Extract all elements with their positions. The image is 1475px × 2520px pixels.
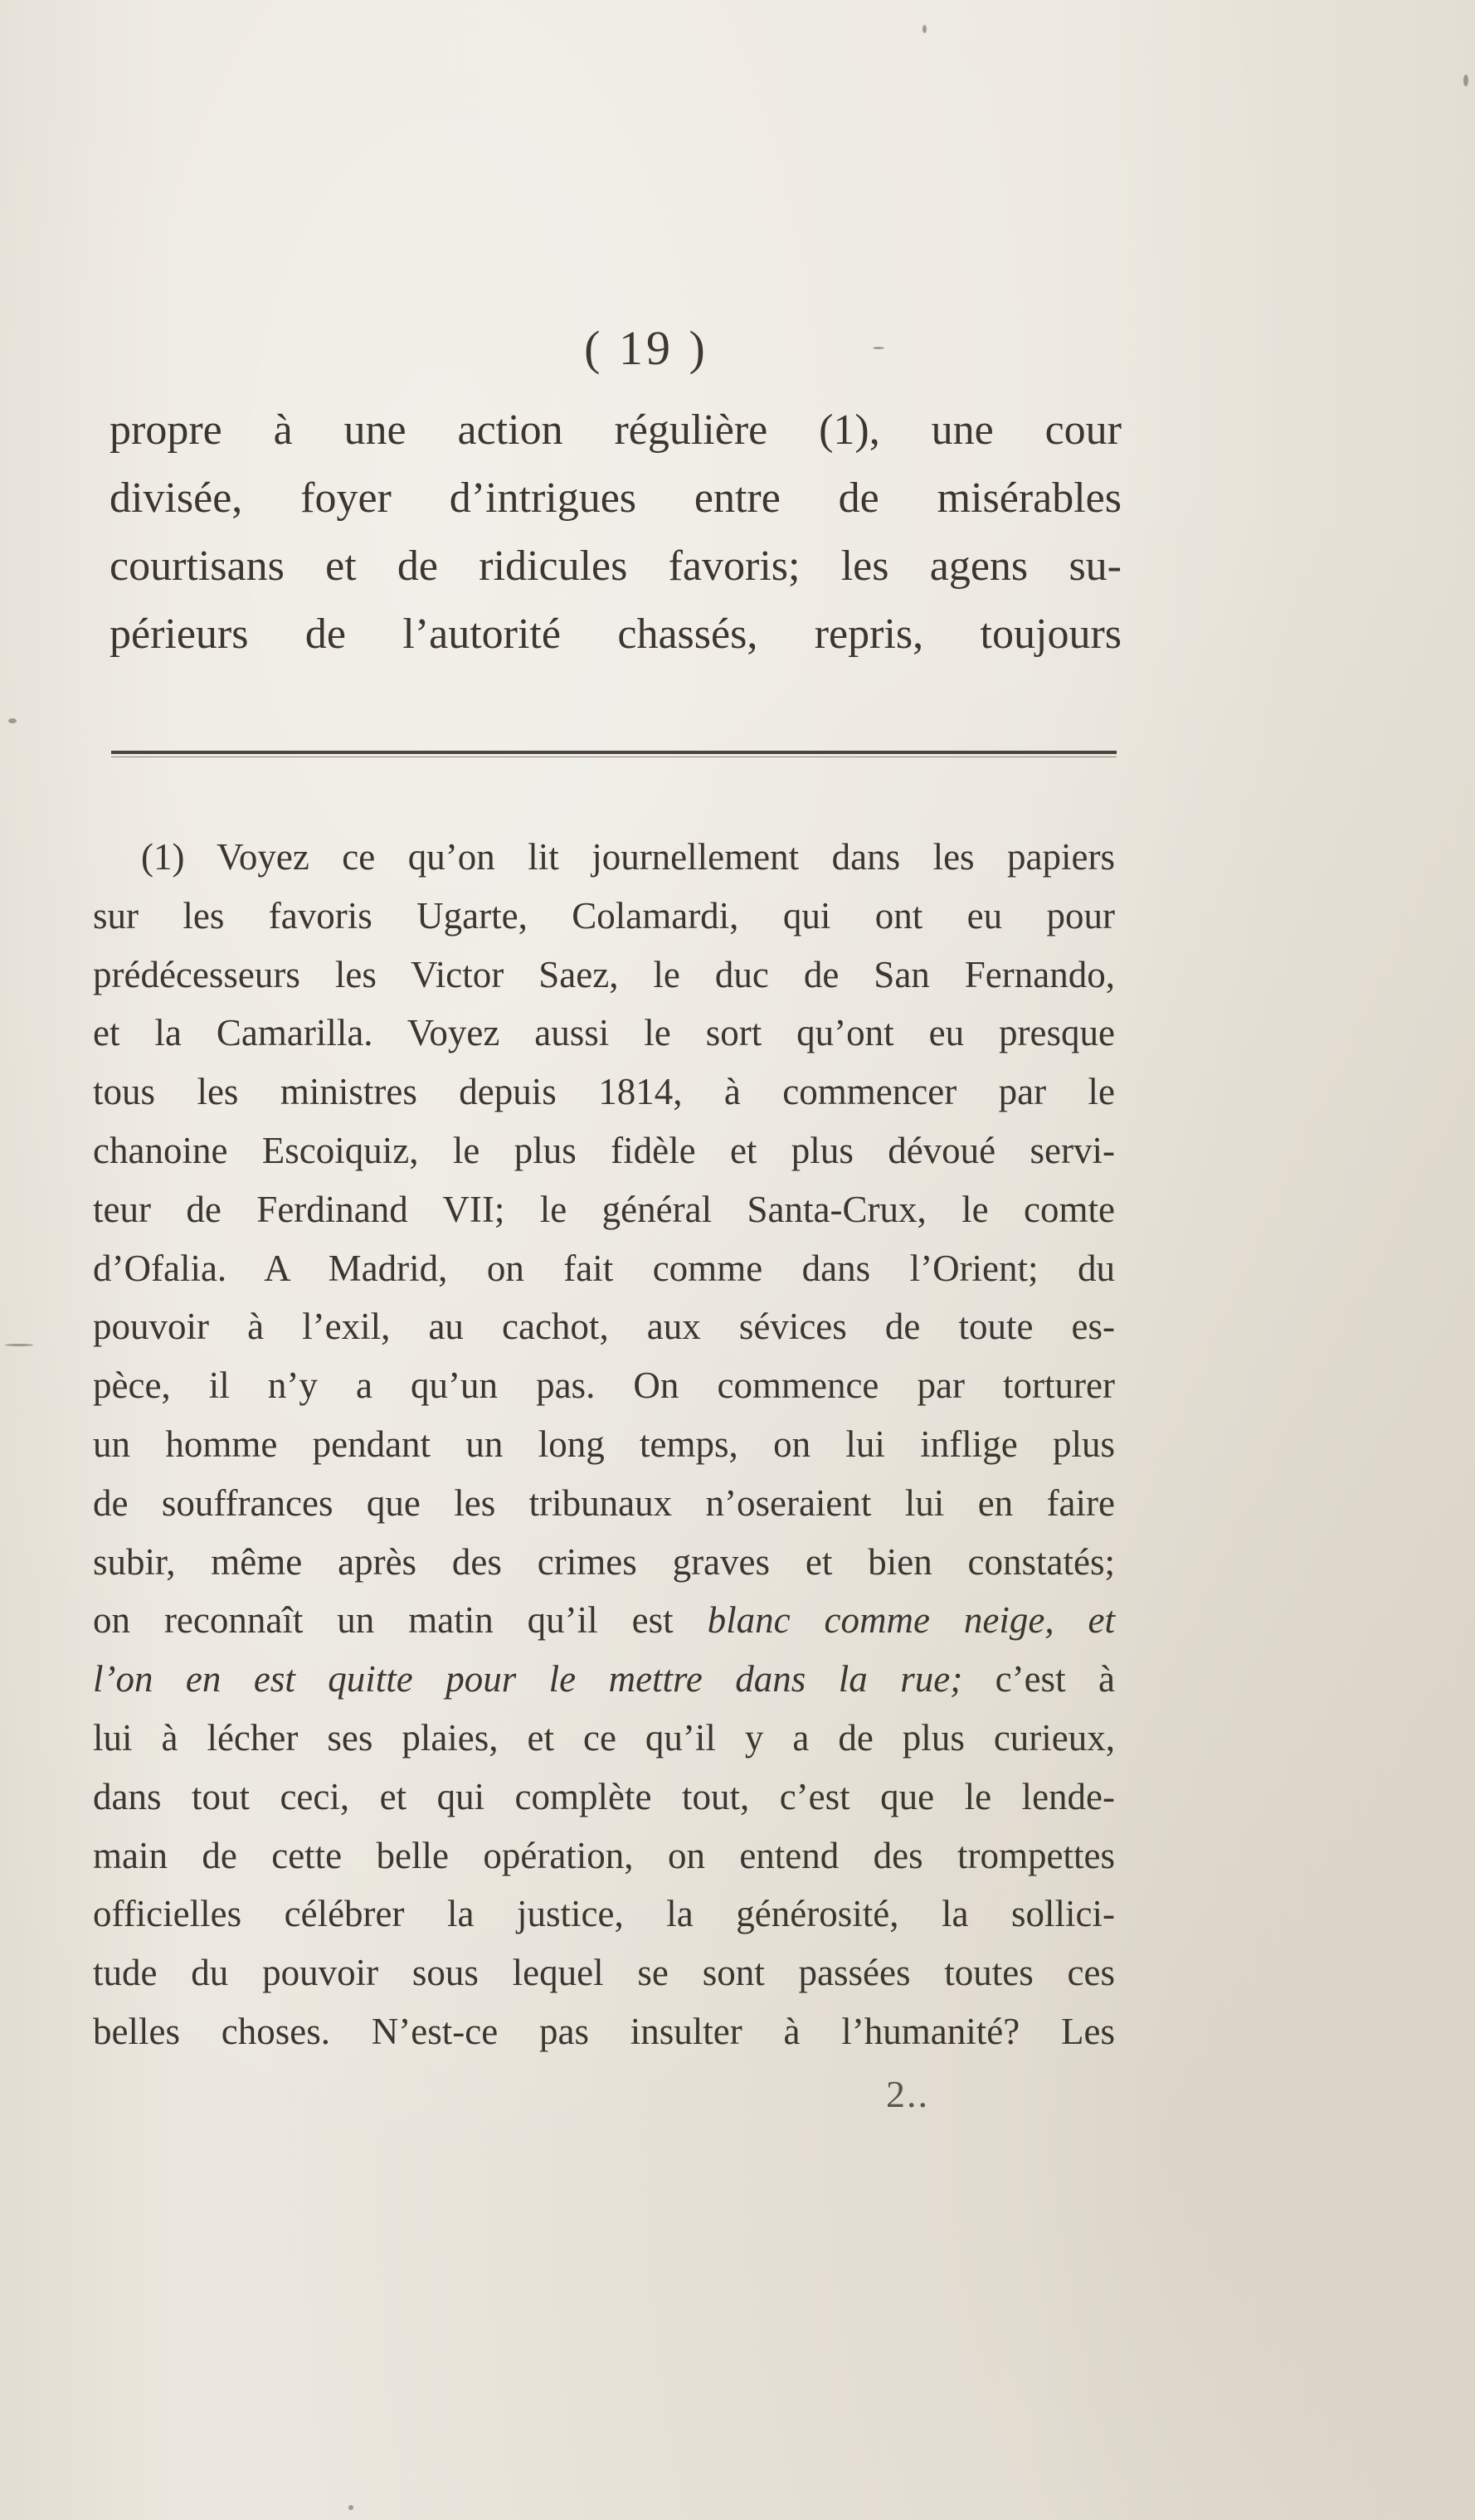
footnote-line: dans tout ceci, et qui complète tout, c’est que le lende- — [93, 1775, 1115, 1817]
footnote — [93, 828, 1115, 2061]
paper-speck — [5, 1344, 33, 1346]
paper-speck — [1463, 75, 1468, 86]
footnote-line: pèce, il n’y a qu’un pas. On commence par torturer — [93, 1365, 1115, 1407]
footnote-line: lui à lécher ses plaies, et ce qu’il y a de plus curieux, — [93, 1716, 1115, 1759]
footnote-line: main de cette belle opération, on entend des trompettes — [93, 1834, 1115, 1876]
footnote-line: prédécesseurs les Victor Saez, le duc de San Fernando, — [93, 953, 1115, 995]
footnote-line: tous les ministres depuis 1814, à commencer par le — [93, 1071, 1115, 1113]
footnote-rule-thin — [111, 756, 1117, 757]
footnote-line: d’Ofalia. A Madrid, on fait comme dans l’Orient; du — [93, 1247, 1115, 1289]
footnote-line: sur les favoris Ugarte, Colamardi, qui ont eu pour — [93, 894, 1115, 936]
paper-speck — [348, 2505, 353, 2510]
footnote-line: officielles célébrer la justice, la générosité, la sollici- — [93, 1893, 1115, 1935]
main-line: périeurs de l’autorité chassés, repris, toujours — [110, 611, 1122, 658]
page-number-text: ( 19 ) — [584, 321, 708, 375]
footnote-line: de souffrances que les tribunaux n’oseraient lui en faire — [93, 1481, 1115, 1524]
footnote-italic-text: l’on en est quitte pour le mettre dans la rue; — [93, 1658, 963, 1700]
footnote-line: un homme pendant un long temps, on lui inflige plus — [93, 1423, 1115, 1465]
main-line: courtisans et de ridicules favoris; les agens su- — [110, 542, 1122, 590]
footnote-text: on reconnaît un matin qu’il est — [93, 1599, 708, 1642]
main-line: propre à une action régulière (1), une cour — [110, 406, 1122, 454]
footnote-line: et la Camarilla. Voyez aussi le sort qu’ont eu presque — [93, 1012, 1115, 1054]
main-text — [110, 396, 1122, 669]
footnote-text: c’est à — [962, 1658, 1115, 1700]
footnote-line: chanoine Escoiquiz, le plus fidèle et plus dévoué servi- — [93, 1129, 1115, 1171]
paper-speck — [873, 347, 884, 349]
footnote-line: subir, même après des crimes graves et bien constatés; — [93, 1540, 1115, 1583]
main-line: divisée, foyer d’intrigues entre de misérables — [110, 474, 1122, 522]
footnote-line — [93, 1650, 1115, 1709]
paper-speck — [922, 25, 927, 33]
footnote-rule — [111, 751, 1117, 754]
footnote-line: teur de Ferdinand VII; le général Santa-Crux, le comte — [93, 1188, 1115, 1230]
page-number — [0, 320, 1475, 376]
footnote-line: pouvoir à l’exil, au cachot, aux sévices de toute es- — [93, 1306, 1115, 1348]
footnote-italic-text: blanc comme neige, et — [707, 1599, 1115, 1642]
footnote-line: tude du pouvoir sous lequel se sont passées toutes ces — [93, 1952, 1115, 1994]
footnote-line: belles choses. N’est-ce pas insulter à l’humanité? Les — [93, 2010, 1115, 2052]
footnote-line — [93, 1591, 1115, 1650]
signature-mark: 2.. — [886, 2073, 929, 2115]
footnote-line: (1) Voyez ce qu’on lit journellement dans les papiers — [141, 836, 1115, 878]
paper-speck — [8, 718, 17, 723]
